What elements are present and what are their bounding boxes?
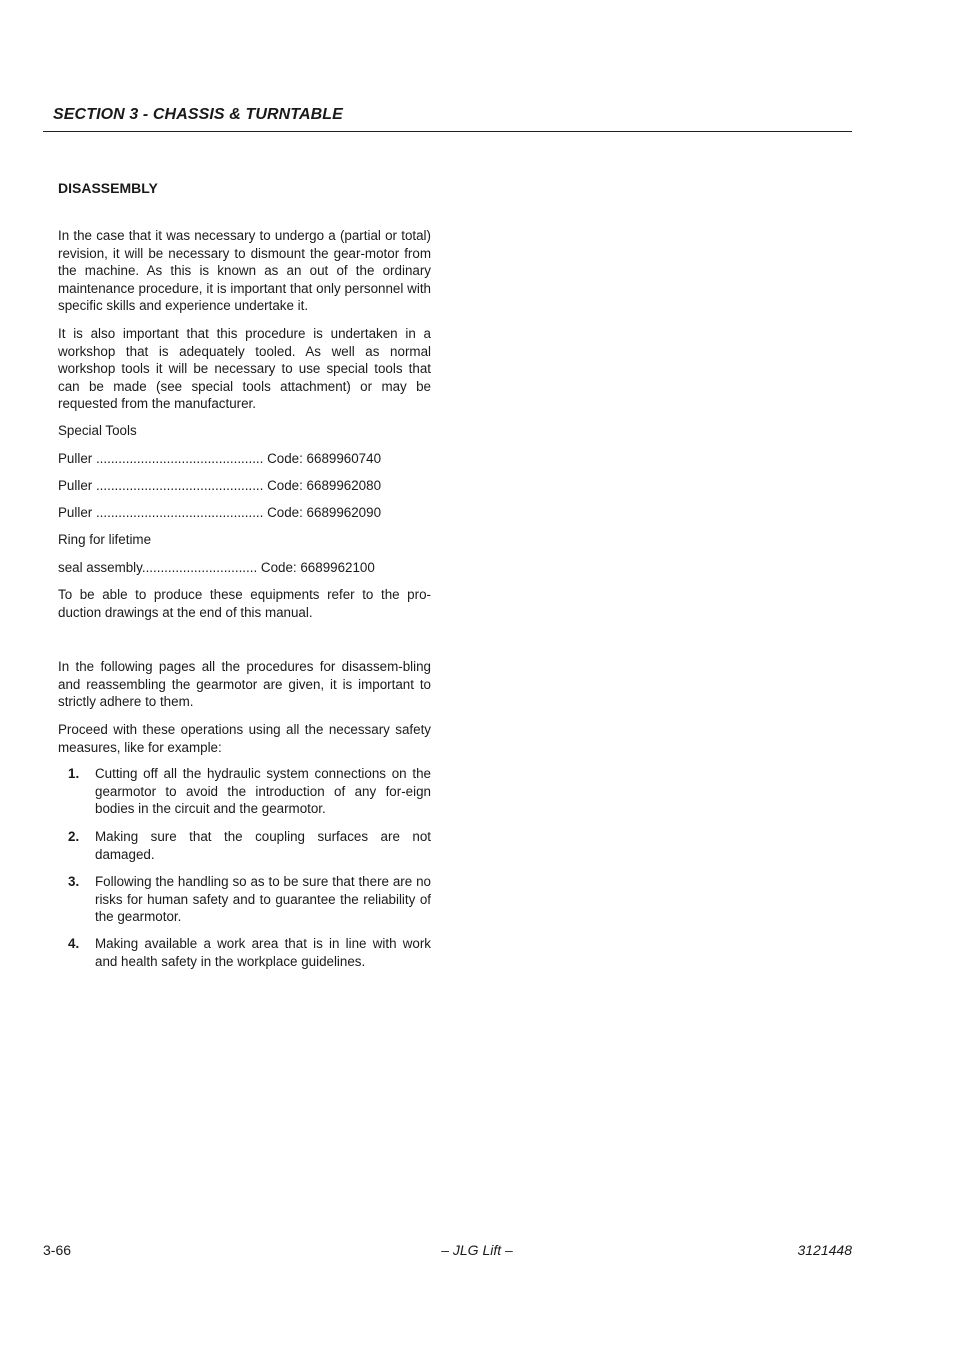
tool-item: seal assembly............................... Code: 6689962100 — [58, 560, 375, 575]
list-number: 3. — [68, 874, 80, 889]
list-item — [58, 873, 431, 926]
tool-item: Puller ............................................. Code: 6689962090 — [58, 505, 382, 520]
paragraph-produce: To be able to produce these equipments refer to the pro-duction drawings at the end of this manual. — [58, 587, 431, 620]
disassembly-heading: DISASSEMBLY — [58, 180, 158, 196]
footer-brand: – JLG Lift – — [441, 1242, 513, 1258]
list-number: 4. — [68, 936, 80, 951]
section-title: SECTION 3 - CHASSIS & TURNTABLE — [53, 106, 343, 123]
document-number: 3121448 — [797, 1242, 852, 1258]
list-item — [58, 828, 431, 863]
tool-item: Puller ............................................. Code: 6689960740 — [58, 451, 382, 466]
list-item — [58, 935, 431, 970]
header-rule — [43, 131, 852, 132]
tool-item: Puller ............................................. Code: 6689962080 — [58, 478, 382, 493]
list-text: Cutting off all the hydraulic system connections on the gearmotor to avoid the introduction of any for-eign bodies in the circuit and the gearmotor. — [95, 766, 431, 817]
page-number: 3-66 — [43, 1242, 72, 1258]
paragraph-revision: In the case that it was necessary to undergo a (partial or total) revision, it will be necessary to dismount the gear-motor from the machine. As this is known as an out of the ordinary maintenance procedure, it is important that only personnel with specific skills and experience undertake it. — [58, 228, 431, 314]
list-text: Making available a work area that is in line with work and health safety in the workplace guidelines. — [95, 936, 431, 969]
paragraph-workshop: It is also important that this procedure is undertaken in a workshop that is adequately tooled. As well as normal workshop tools it will be necessary to use special tools that can be made (see special tools attachment) or may be requested from the manufacturer. — [58, 326, 431, 412]
special-tools-label: Special Tools — [58, 423, 137, 438]
list-item — [58, 765, 431, 818]
list-number: 2. — [68, 829, 80, 844]
list-number: 1. — [68, 766, 80, 781]
list-text: Following the handling so as to be sure that there are no risks for human safety and to guarantee the reliability of the gearmotor. — [95, 874, 431, 925]
tool-item: Ring for lifetime — [58, 532, 152, 547]
paragraph-following: In the following pages all the procedures for disassem-bling and reassembling the gearmotor are given, it is important to strictly adhere to them. — [58, 659, 431, 710]
paragraph-proceed: Proceed with these operations using all the necessary safety measures, like for example: — [58, 722, 431, 755]
list-text: Making sure that the coupling surfaces are not damaged. — [95, 829, 431, 862]
